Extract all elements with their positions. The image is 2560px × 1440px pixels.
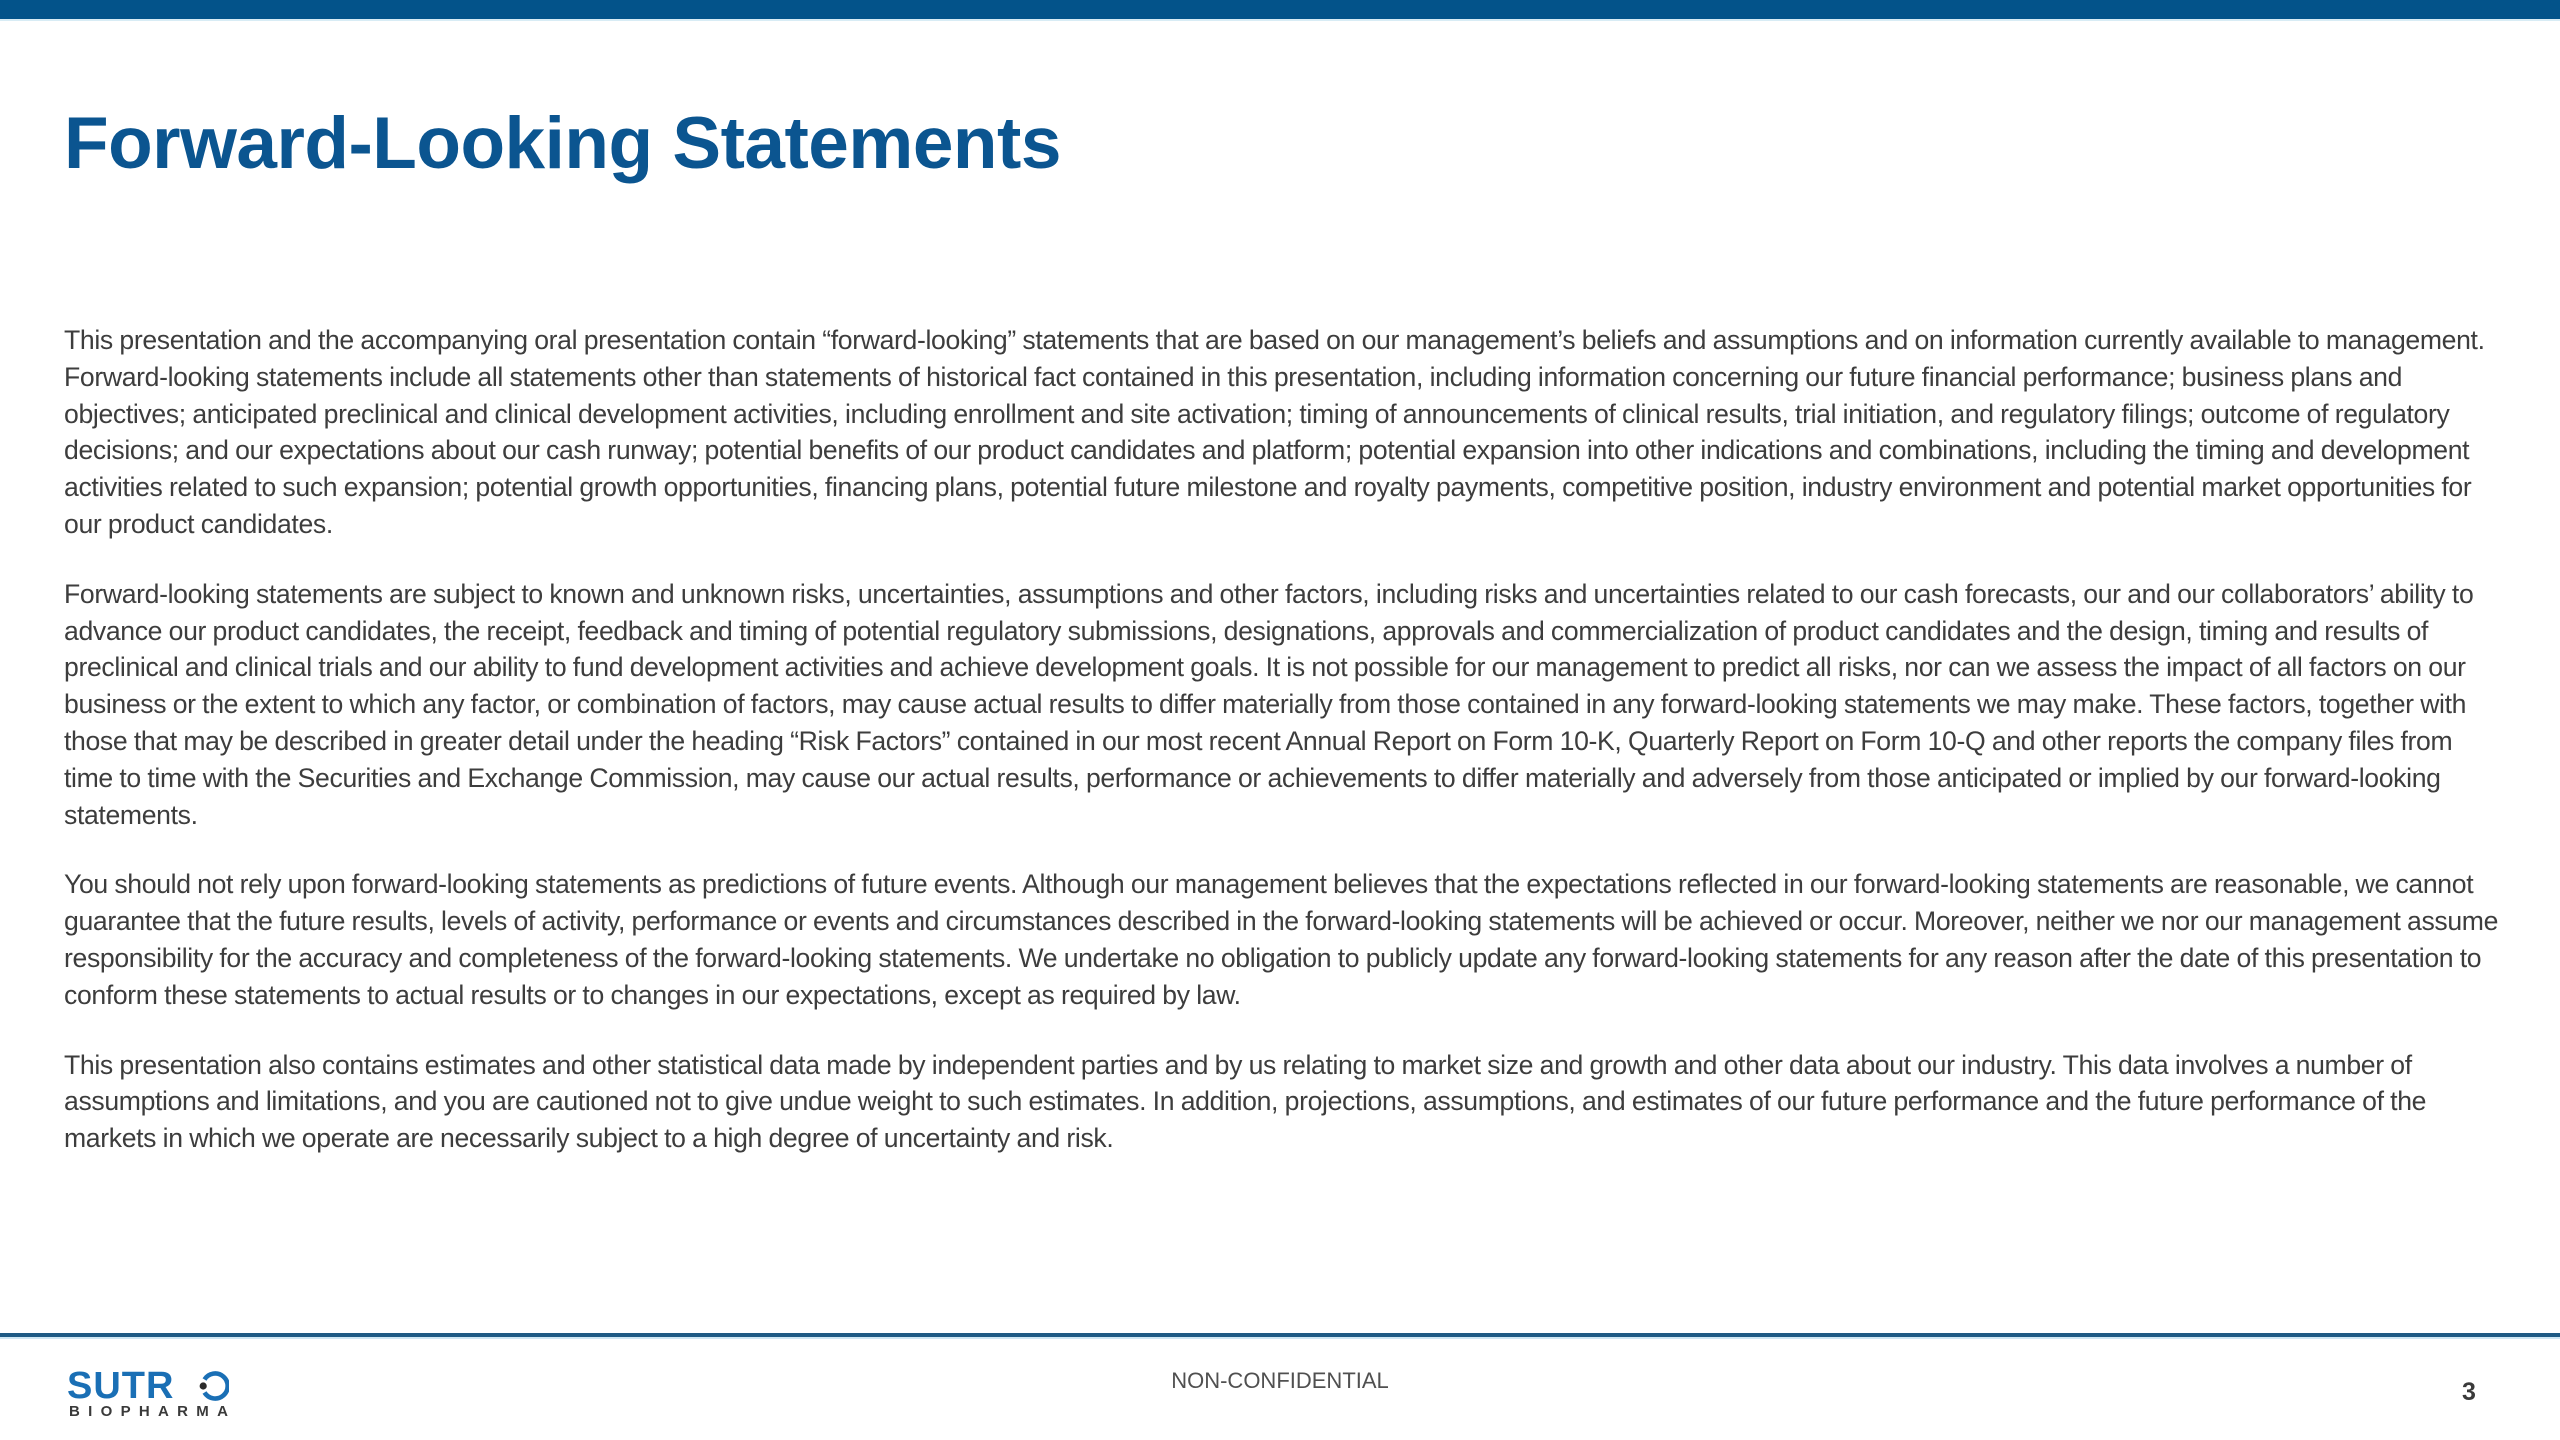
paragraph-risks: Forward-looking statements are subject to known and unknown risks, uncertainties, assumptions and other factors, including risks and uncertainties related to our cash forecasts, our and our collaborators’ ability to advance our product candidates, the receipt, feedback and timing of potential regulatory submissions, designations, approvals and commercialization of product candidates and the design, timing and results of preclinical and clinical trials and our ability to fund development activities and achieve development goals. It is not possible for our management to predict all risks, nor can we assess the impact of all factors on our business or the extent to which any factor, or combination of factors, may cause actual results to differ materially from those contained in any forward-looking statements we may make. These factors, together with those that may be described in greater detail under the heading “Risk Factors” contained in our most recent Annual Report on Form 10-K, Quarterly Report on Form 10-Q and other reports the company files from time to time with the Securities and Exchange Commission, may cause our actual results, performance or achievements to differ materially and adversely from those anticipated or implied by our forward-looking statements. [64,578,2474,830]
logo-wordmark: SUTR [67,1365,175,1407]
logo-tagline: BIOPHARMA [69,1403,237,1420]
footer-divider-highlight [0,1337,2560,1339]
slide-title: Forward-Looking Statements [64,103,1061,184]
slide-body [64,322,2504,1190]
paragraph-intro: This presentation and the accompanying oral presentation contain “forward-looking” statements that are based on our management’s beliefs and assumptions and on information currently available to management. Forward-looking statements include all statements other than statements of historical fact contained in this presentation, including information concerning our future financial performance; business plans and objectives; anticipated preclinical and clinical development activities, including enrollment and site activation; timing of announcements of clinical results, trial initiation, and regulatory filings; outcome of regulatory decisions; and our expectations about our cash runway; potential benefits of our product candidates and platform; potential expansion into other indications and combinations, including the timing and development activities related to such expansion; potential growth opportunities, financing plans, potential future milestone and royalty payments, competitive position, industry environment and potential market opportunities for our product candidates. [64,325,2485,539]
paragraph-estimates: This presentation also contains estimates and other statistical data made by independent parties and by us relating to market size and growth and other data about our industry. This data involves a number of assumptions and limitations, and you are cautioned not to give undue weight to such estimates. In addition, projections, assumptions, and estimates of our future performance and the future performance of the markets in which we operate are necessarily subject to a high degree of uncertainty and risk. [64,1049,2427,1154]
company-logo [67,1367,257,1421]
top-accent-highlight [0,19,2560,21]
logo-o-orbit-icon [199,1371,229,1401]
page-number: 3 [2462,1378,2476,1406]
paragraph-reliance: You should not rely upon forward-looking statements as predictions of future events. Although our management believes that the expectations reflected in our forward-looking statements are reasonable, we cannot guarantee that the future results, levels of activity, performance or events and circumstances described in the forward-looking statements will be achieved or occur. Moreover, neither we nor our management assume responsibility for the accuracy and completeness of the forward-looking statements. We undertake no obligation to publicly update any forward-looking statements for any reason after the date of this presentation to conform these statements to actual results or to changes in our expectations, except as required by law. [64,869,2499,1010]
classification-label: NON-CONFIDENTIAL [1171,1368,1389,1393]
top-accent-band [0,0,2560,19]
